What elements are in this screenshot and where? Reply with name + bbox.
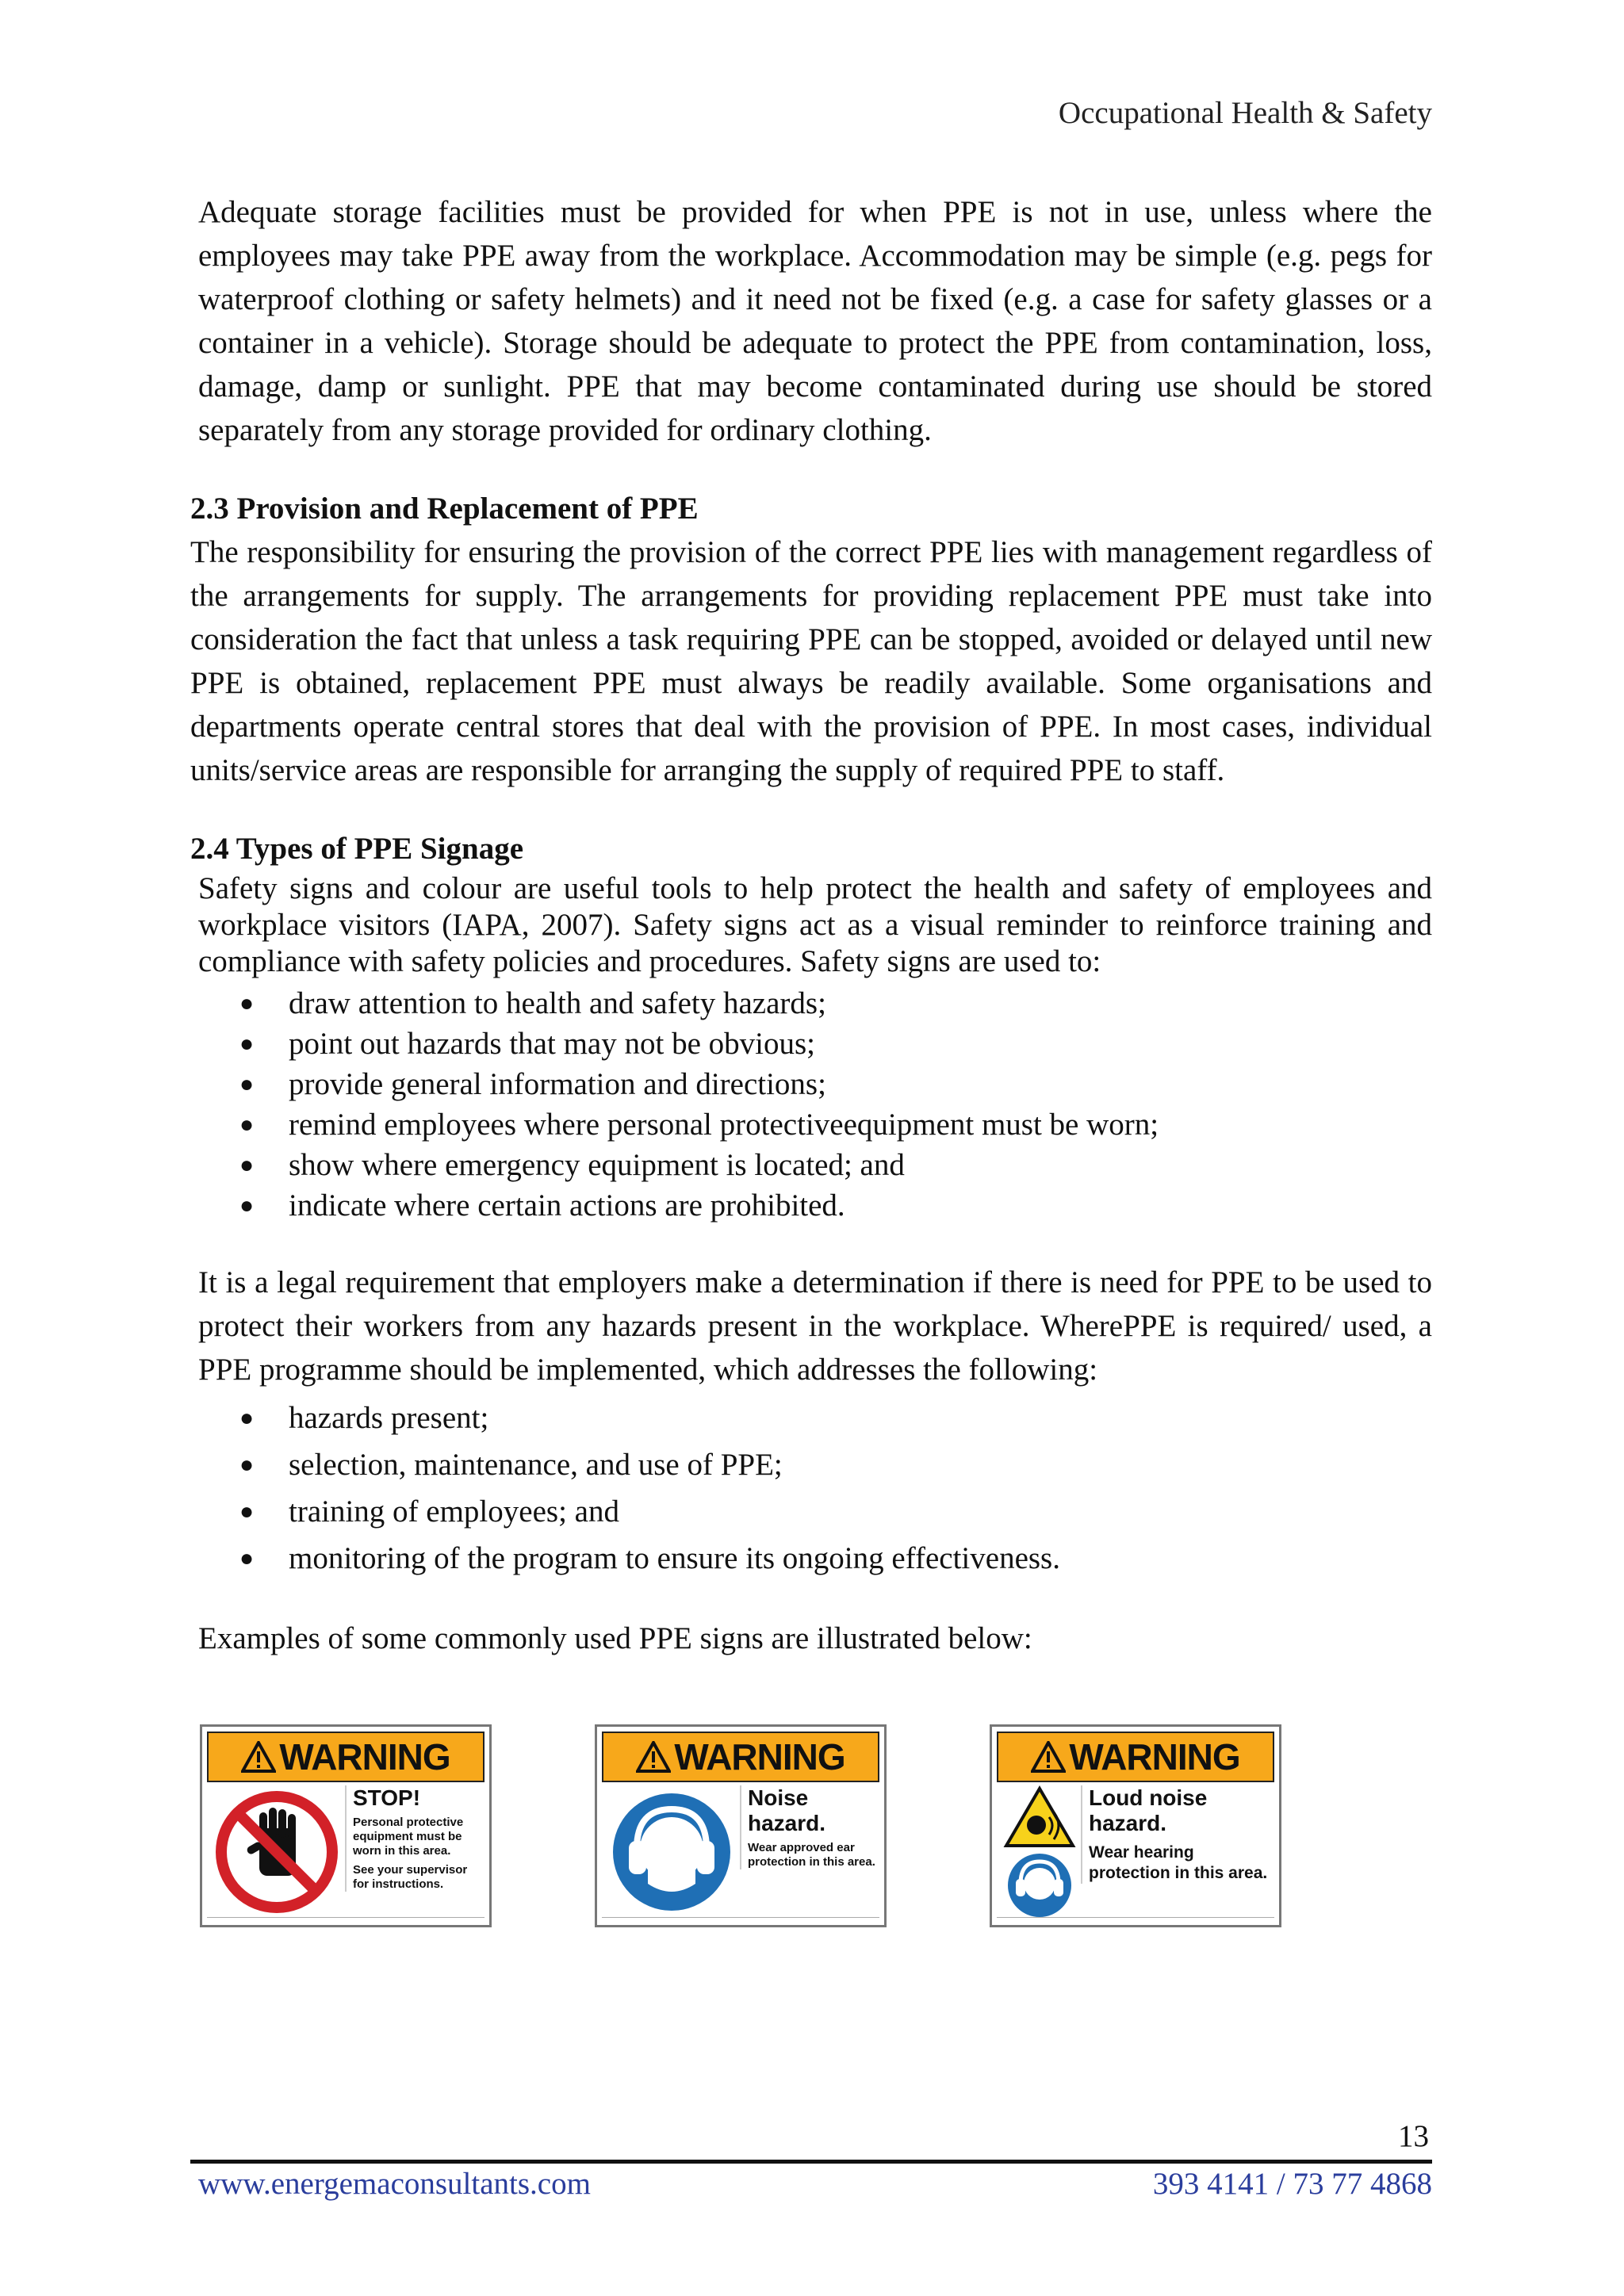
no-entry-hand-icon <box>213 1789 340 1915</box>
programme-items-list <box>190 1395 1432 1582</box>
sign-message: Noise hazard. Wear approved ear protection in this area. <box>740 1785 878 1869</box>
footer-website-link[interactable]: www.energemaconsultants.com <box>198 2167 591 2201</box>
ppe-signs-gallery <box>200 1724 1310 1931</box>
warning-triangle-icon <box>1031 1741 1066 1773</box>
warning-banner: WARNING <box>602 1732 879 1782</box>
sign-message: STOP! Personal protective equipment must be worn in this area. See your supervisor for instructions. <box>345 1785 483 1892</box>
ear-protection-icon <box>608 1789 735 1915</box>
running-header: Occupational Health & Safety <box>1058 96 1432 130</box>
provision-paragraph: The responsibility for ensuring the provision of the correct PPE lies with management regardless of the arrangements for supply. The arrangements for providing replacement PPE must take into consideration the fact that unless a task requiring PPE can be stopped, avoided or delayed until new PPE is obtained, replacement PPE must always be readily available. Some organisations and departments operate central stores that deal with the provision of PPE. In most cases, individual units/service areas are responsible for arranging the supply of required PPE to staff. <box>190 535 1432 787</box>
list-item: ● draw attention to health and safety hazards; <box>239 986 826 1020</box>
examples-intro: Examples of some commonly used PPE signs are illustrated below: <box>198 1621 1032 1655</box>
signage-uses-list <box>190 983 1432 1226</box>
section-heading-2-4: 2.4 Types of PPE Signage <box>190 832 524 866</box>
noise-hazard-icon <box>1003 1785 1076 1920</box>
list-item: ● training of employees; and <box>239 1494 619 1529</box>
list-item: ● remind employees where personal protectiveequipment must be worn; <box>239 1108 1159 1142</box>
warning-sign-loud-noise <box>990 1724 1281 1927</box>
page-body <box>190 190 1432 1660</box>
warning-banner: WARNING <box>997 1732 1274 1782</box>
signage-intro-paragraph: Safety signs and colour are useful tools to help protect the health and safety of employees and workplace visitors (IAPA, 2007). Safety signs act as a visual reminder to reinforce training and compliance with safety policies and procedures. Safety signs are used to: <box>198 871 1432 978</box>
list-item: ● show where emergency equipment is located; and <box>239 1148 905 1182</box>
warning-triangle-icon <box>241 1741 276 1773</box>
list-item: ● point out hazards that may not be obvious; <box>239 1027 815 1061</box>
list-item: ● monitoring of the program to ensure its ongoing effectiveness. <box>239 1541 1060 1575</box>
list-item: ● provide general information and directions; <box>239 1067 826 1101</box>
warning-sign-ppe-required <box>200 1724 492 1927</box>
storage-paragraph: Adequate storage facilities must be provided for when PPE is not in use, unless where the employees may take PPE away from the workplace. Accommodation may be simple (e.g. pegs for waterproof clothing or safety helmets) and it need not be fixed (e.g. a case for safety glasses or a container in a vehicle). Storage should be adequate to protect the PPE from contamination, loss, damage, damp or sunlight. PPE that may become contaminated during use should be stored separately from any storage provided for ordinary clothing. <box>198 195 1432 447</box>
footer-rule <box>190 2160 1432 2164</box>
sign-message: Loud noise hazard. Wear hearing protection in this area. <box>1081 1785 1273 1884</box>
list-item: ● selection, maintenance, and use of PPE; <box>239 1448 783 1482</box>
list-item: ● indicate where certain actions are prohibited. <box>239 1188 845 1223</box>
warning-sign-noise <box>595 1724 887 1927</box>
legal-requirement-paragraph: It is a legal requirement that employers make a determination if there is need for PPE to be used to protect their workers from any hazards present in the workplace. WherePPE is required/ used, a PPE programme should be implemented, which addresses the following: <box>198 1265 1432 1387</box>
section-heading-2-3: 2.3 Provision and Replacement of PPE <box>190 492 699 526</box>
footer-phone: 393 4141 / 73 77 4868 <box>1152 2167 1432 2201</box>
list-item: ● hazards present; <box>239 1401 489 1435</box>
warning-triangle-icon <box>636 1741 671 1773</box>
page-number: 13 <box>1398 2119 1429 2153</box>
warning-banner: WARNING <box>207 1732 485 1782</box>
